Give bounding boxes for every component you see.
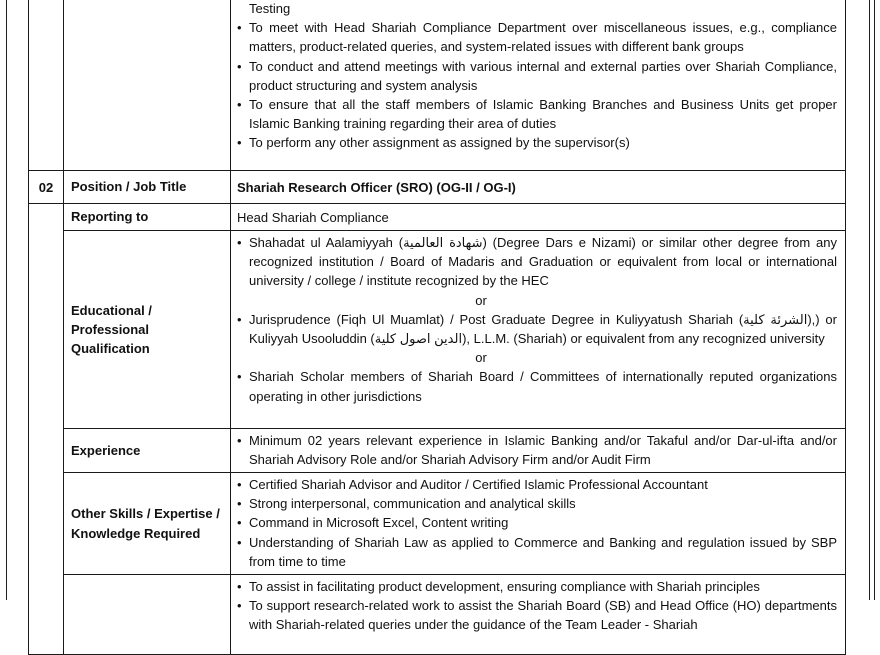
duty-bullet-text: To perform any other assignment as assigned by the supervisor(s) <box>249 135 630 151</box>
skills-bullet <box>237 513 837 532</box>
table-row-skills <box>29 473 846 575</box>
bullet-icon: • <box>237 235 242 250</box>
bullet-icon: • <box>237 534 242 550</box>
sr-cell-merged-empty <box>29 204 64 655</box>
duty-bullet-text: To ensure that all the staff members of Islamic Banking Branches and Business Units get proper Islamic Banking training regarding their area of duties <box>249 97 837 132</box>
responsibility-bullet <box>237 596 837 634</box>
duty-continuation-line: Testing <box>249 1 291 16</box>
table-row-reporting <box>29 204 846 231</box>
duties-content-cell <box>231 0 846 171</box>
skills-bullet-text: Command in Microsoft Excel, Content writing <box>249 515 509 531</box>
reporting-value: Head Shariah Compliance <box>231 204 846 231</box>
sr-cell-empty <box>29 0 64 171</box>
table-row-experience <box>29 429 846 473</box>
duty-bullet <box>237 18 837 56</box>
qualification-content-cell <box>231 231 846 429</box>
bullet-icon: • <box>237 58 242 74</box>
skills-label: Other Skills / Expertise / Knowledge Required <box>64 473 231 575</box>
bullet-icon: • <box>237 20 242 36</box>
bullet-icon: • <box>237 579 242 594</box>
table-row-position <box>29 171 846 204</box>
experience-label: Experience <box>64 429 231 473</box>
reporting-label: Reporting to <box>64 204 231 231</box>
responsibilities-content-cell <box>231 575 846 655</box>
responsibility-bullet-text: To assist in facilitating product development, ensuring compliance with Shariah principles <box>249 579 760 594</box>
position-title: Shariah Research Officer (SRO) (OG-II / OG-I) <box>231 171 846 204</box>
job-posting-table <box>28 0 846 655</box>
page-left-border-line <box>6 0 7 600</box>
duty-bullet <box>237 95 837 133</box>
table-row-qualification <box>29 231 846 429</box>
duty-bullet-text: To meet with Head Shariah Compliance Department over miscellaneous issues, e.g., compliance matters, product-related queries, and system-related issues with different bank groups <box>249 20 837 55</box>
experience-content-cell <box>231 429 846 473</box>
skills-bullet <box>237 475 837 494</box>
qualification-bullet <box>237 233 837 291</box>
bullet-icon: • <box>237 135 242 151</box>
bullet-icon: • <box>237 97 242 113</box>
bullet-icon: • <box>237 311 242 327</box>
page-right-border-line <box>869 0 870 600</box>
skills-bullet-text: Understanding of Shariah Law as applied to Commerce and Banking and regulation issued by SBP from time to time <box>249 534 837 569</box>
label-cell-empty <box>64 0 231 171</box>
qualification-bullet-text: Shahadat ul Aalamiyyah (شهادة العالمية) (Degree Dars e Nizami) or similar other degree from any recognized institution / Board of Madaris and Graduation or equivalent from local or international university / college / institute recognized by the HEC <box>249 235 837 289</box>
table-row-duties-continuation <box>29 0 846 171</box>
bullet-icon: • <box>237 598 242 614</box>
label-cell-empty <box>64 575 231 655</box>
responsibility-bullet-text: To support research-related work to assist the Shariah Board (SB) and Head Office (HO) departments with Shariah-related queries under the guidance of the Team Leader - Shariah <box>249 598 837 633</box>
bullet-icon: • <box>237 369 242 385</box>
skills-bullet-text: Strong interpersonal, communication and analytical skills <box>249 496 576 512</box>
or-separator: or <box>475 292 487 308</box>
qualification-label: Educational / Professional Qualification <box>64 231 231 429</box>
experience-bullet-text: Minimum 02 years relevant experience in Islamic Banking and/or Takaful and/or Dar-ul-ifta and/or Shariah Advisory Role and/or Shariah Advisory Firm and/or Audit Firm <box>249 433 837 468</box>
or-separator: or <box>475 350 487 366</box>
table-row-responsibilities <box>29 575 846 655</box>
skills-bullet <box>237 494 837 513</box>
sr-number: 02 <box>29 171 64 204</box>
bullet-icon: • <box>237 515 242 531</box>
skills-bullet-text: Certified Shariah Advisor and Auditor / Certified Islamic Professional Accountant <box>249 477 708 492</box>
duty-bullet-text: To conduct and attend meetings with various internal and external parties over Shariah Compliance, product structuring and system analysis <box>249 58 837 93</box>
qualification-bullet <box>237 367 837 405</box>
page-right-edge-line <box>874 0 875 600</box>
bullet-icon: • <box>237 433 242 448</box>
position-label: Position / Job Title <box>64 171 231 204</box>
qualification-bullet-text: Jurisprudence (Fiqh Ul Muamlat) / Post Graduate Degree in Kuliyyatush Shariah (الشرئة كلية),) or Kuliyyah Usooluddin (الدين اصول كلية), L.L.M. (Shariah) or equivalent from any recognized university <box>249 311 837 347</box>
bullet-icon: • <box>237 477 242 492</box>
duty-bullet <box>237 133 837 152</box>
responsibility-bullet <box>237 577 837 596</box>
duty-bullet <box>237 57 837 95</box>
experience-bullet <box>237 431 837 469</box>
qualification-bullet-text: Shariah Scholar members of Shariah Board / Committees of internationally reputed organizations operating in other jurisdictions <box>249 369 837 404</box>
skills-bullet <box>237 533 837 571</box>
skills-content-cell <box>231 473 846 575</box>
qualification-bullet <box>237 310 837 348</box>
bullet-icon: • <box>237 496 242 512</box>
